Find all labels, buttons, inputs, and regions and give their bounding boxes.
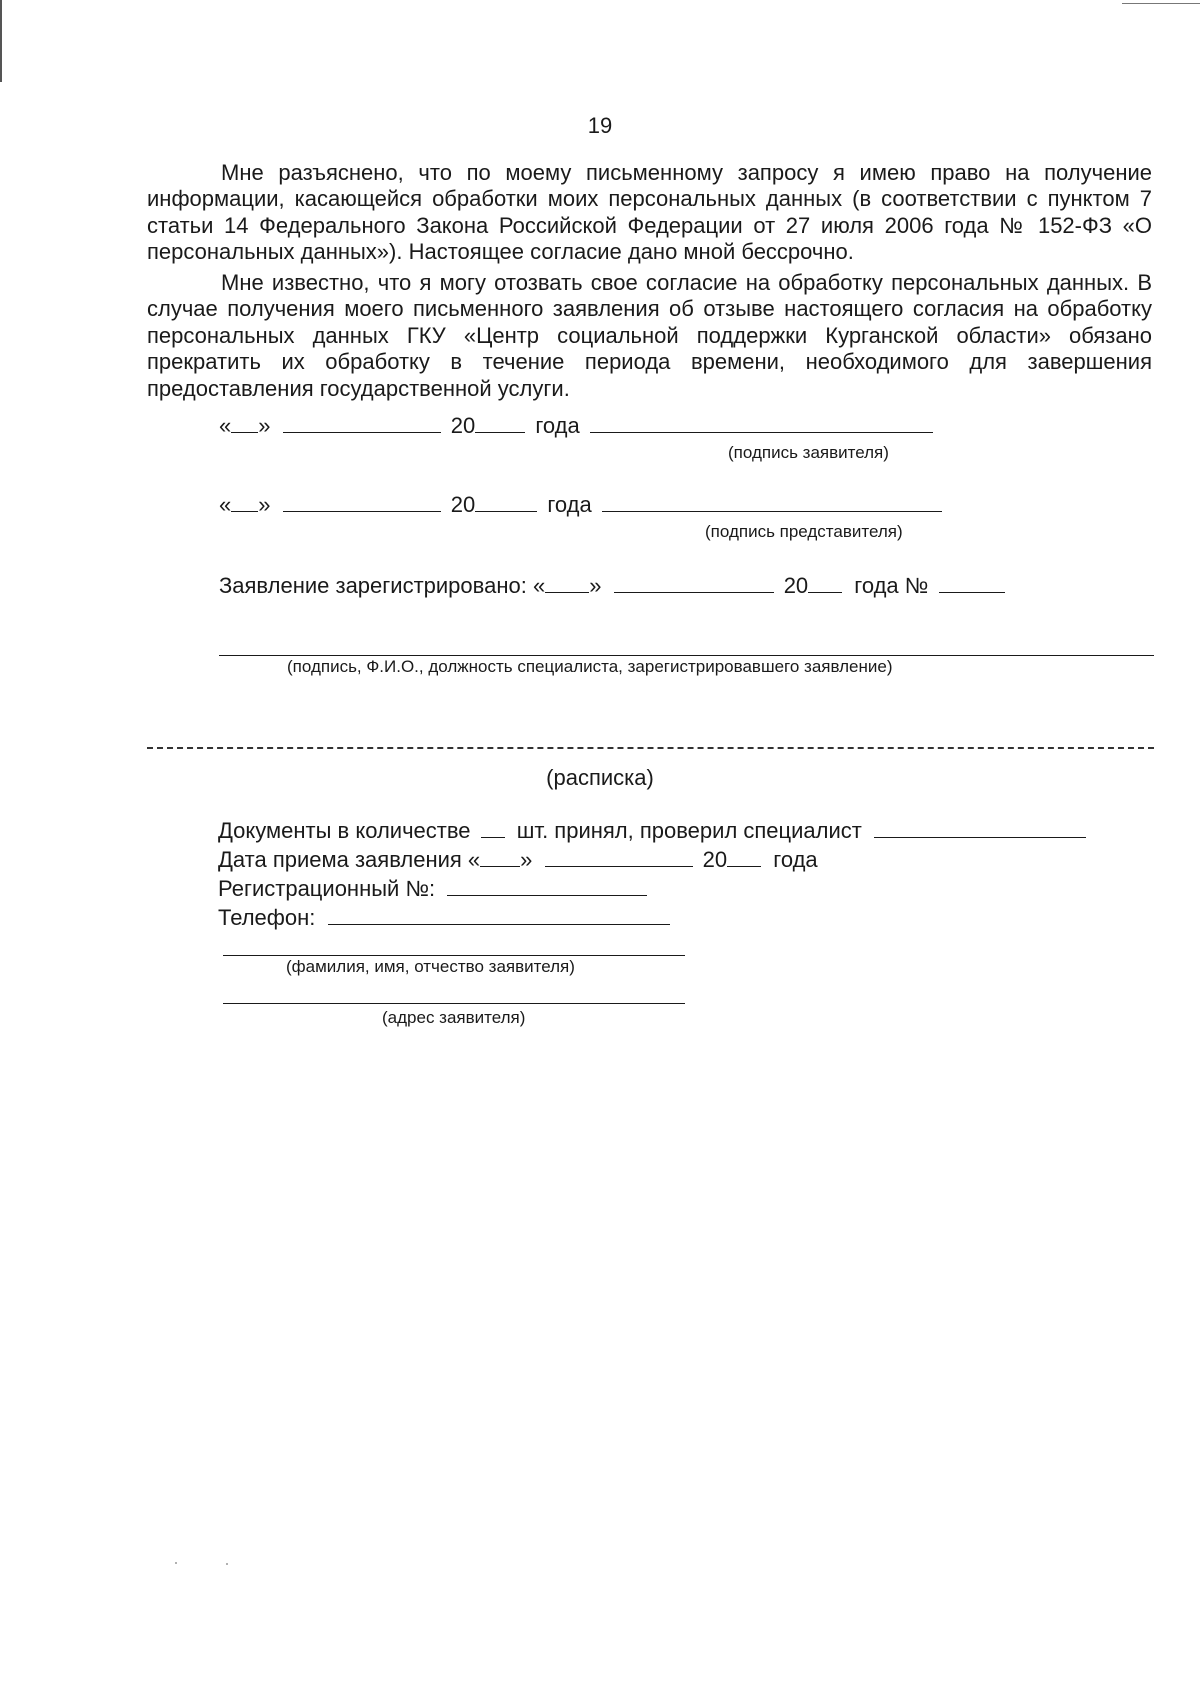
receipt-year-blank[interactable] — [727, 846, 761, 867]
day-blank[interactable] — [231, 491, 258, 512]
receipt-day-blank[interactable] — [480, 846, 520, 867]
reg-month-blank[interactable] — [614, 572, 774, 593]
scan-speck — [226, 1563, 228, 1565]
reg-number-blank[interactable] — [939, 572, 1005, 593]
specialist-signature-caption: (подпись, Ф.И.О., должность специалиста, зарегистрировавшего заявление) — [287, 657, 893, 676]
applicant-name-caption: (фамилия, имя, отчество заявителя) — [286, 957, 575, 976]
consent-paragraph-1: Мне разъяснено, что по моему письменному запросу я имею право на получение информации, касающейся обработки моих персональных данных (в соответствии с пунктом 7 статьи 14 Федерального Закона Российской Федерации от 27 июля 2006 года № 152-ФЗ «О персональных данных»). Настоящее согласие дано мной бессрочно. — [147, 160, 1152, 265]
specialist-name-blank[interactable] — [874, 817, 1086, 838]
receipt-reg-number-blank[interactable] — [447, 875, 647, 896]
receipt-documents-line: Документы в количестве шт. принял, проверил специалист — [218, 817, 1086, 844]
applicant-date-signature-line: « » 20 года — [219, 412, 933, 439]
receipt-title: (расписка) — [546, 765, 654, 790]
representative-signature-field[interactable] — [602, 491, 942, 512]
applicant-name-field[interactable] — [223, 955, 685, 956]
receipt-phone-blank[interactable] — [328, 904, 670, 925]
specialist-signature-field[interactable] — [219, 655, 1154, 656]
applicant-address-caption: (адрес заявителя) — [382, 1008, 526, 1027]
month-blank[interactable] — [283, 412, 441, 433]
month-blank[interactable] — [283, 491, 441, 512]
applicant-signature-field[interactable] — [590, 412, 933, 433]
representative-signature-caption: (подпись представителя) — [705, 522, 903, 541]
receipt-reg-number-line: Регистрационный №: — [218, 875, 647, 902]
receipt-date-line: Дата приема заявления « » 20 года — [218, 847, 818, 872]
scan-edge-mark-top — [1122, 3, 1200, 4]
scan-edge-mark — [0, 0, 2, 82]
applicant-address-field[interactable] — [223, 1003, 685, 1004]
reg-day-blank[interactable] — [545, 572, 589, 593]
tear-off-dashed-line — [147, 747, 1154, 749]
page-number: 19 — [587, 113, 613, 138]
registration-line: Заявление зарегистрировано: « » 20 года № — [219, 572, 1005, 599]
year-blank[interactable] — [475, 491, 537, 512]
documents-count-blank[interactable] — [481, 817, 505, 838]
year-blank[interactable] — [475, 412, 525, 433]
receipt-month-blank[interactable] — [545, 846, 693, 867]
receipt-phone-line: Телефон: — [218, 904, 670, 931]
scan-speck — [175, 1562, 177, 1564]
reg-year-blank[interactable] — [808, 572, 842, 593]
applicant-signature-caption: (подпись заявителя) — [728, 443, 889, 462]
day-blank[interactable] — [231, 412, 258, 433]
representative-date-signature-line: « » 20 года — [219, 491, 942, 518]
consent-paragraph-2: Мне известно, что я могу отозвать свое согласие на обработку персональных данных. В случае получения моего письменного заявления об отзыве настоящего согласия на обработку персональных данных ГКУ «Центр социальной поддержки Курганской области» обязано прекратить их обработку в течение периода времени, необходимого для завершения предоставления государственной услуги. — [147, 270, 1152, 401]
